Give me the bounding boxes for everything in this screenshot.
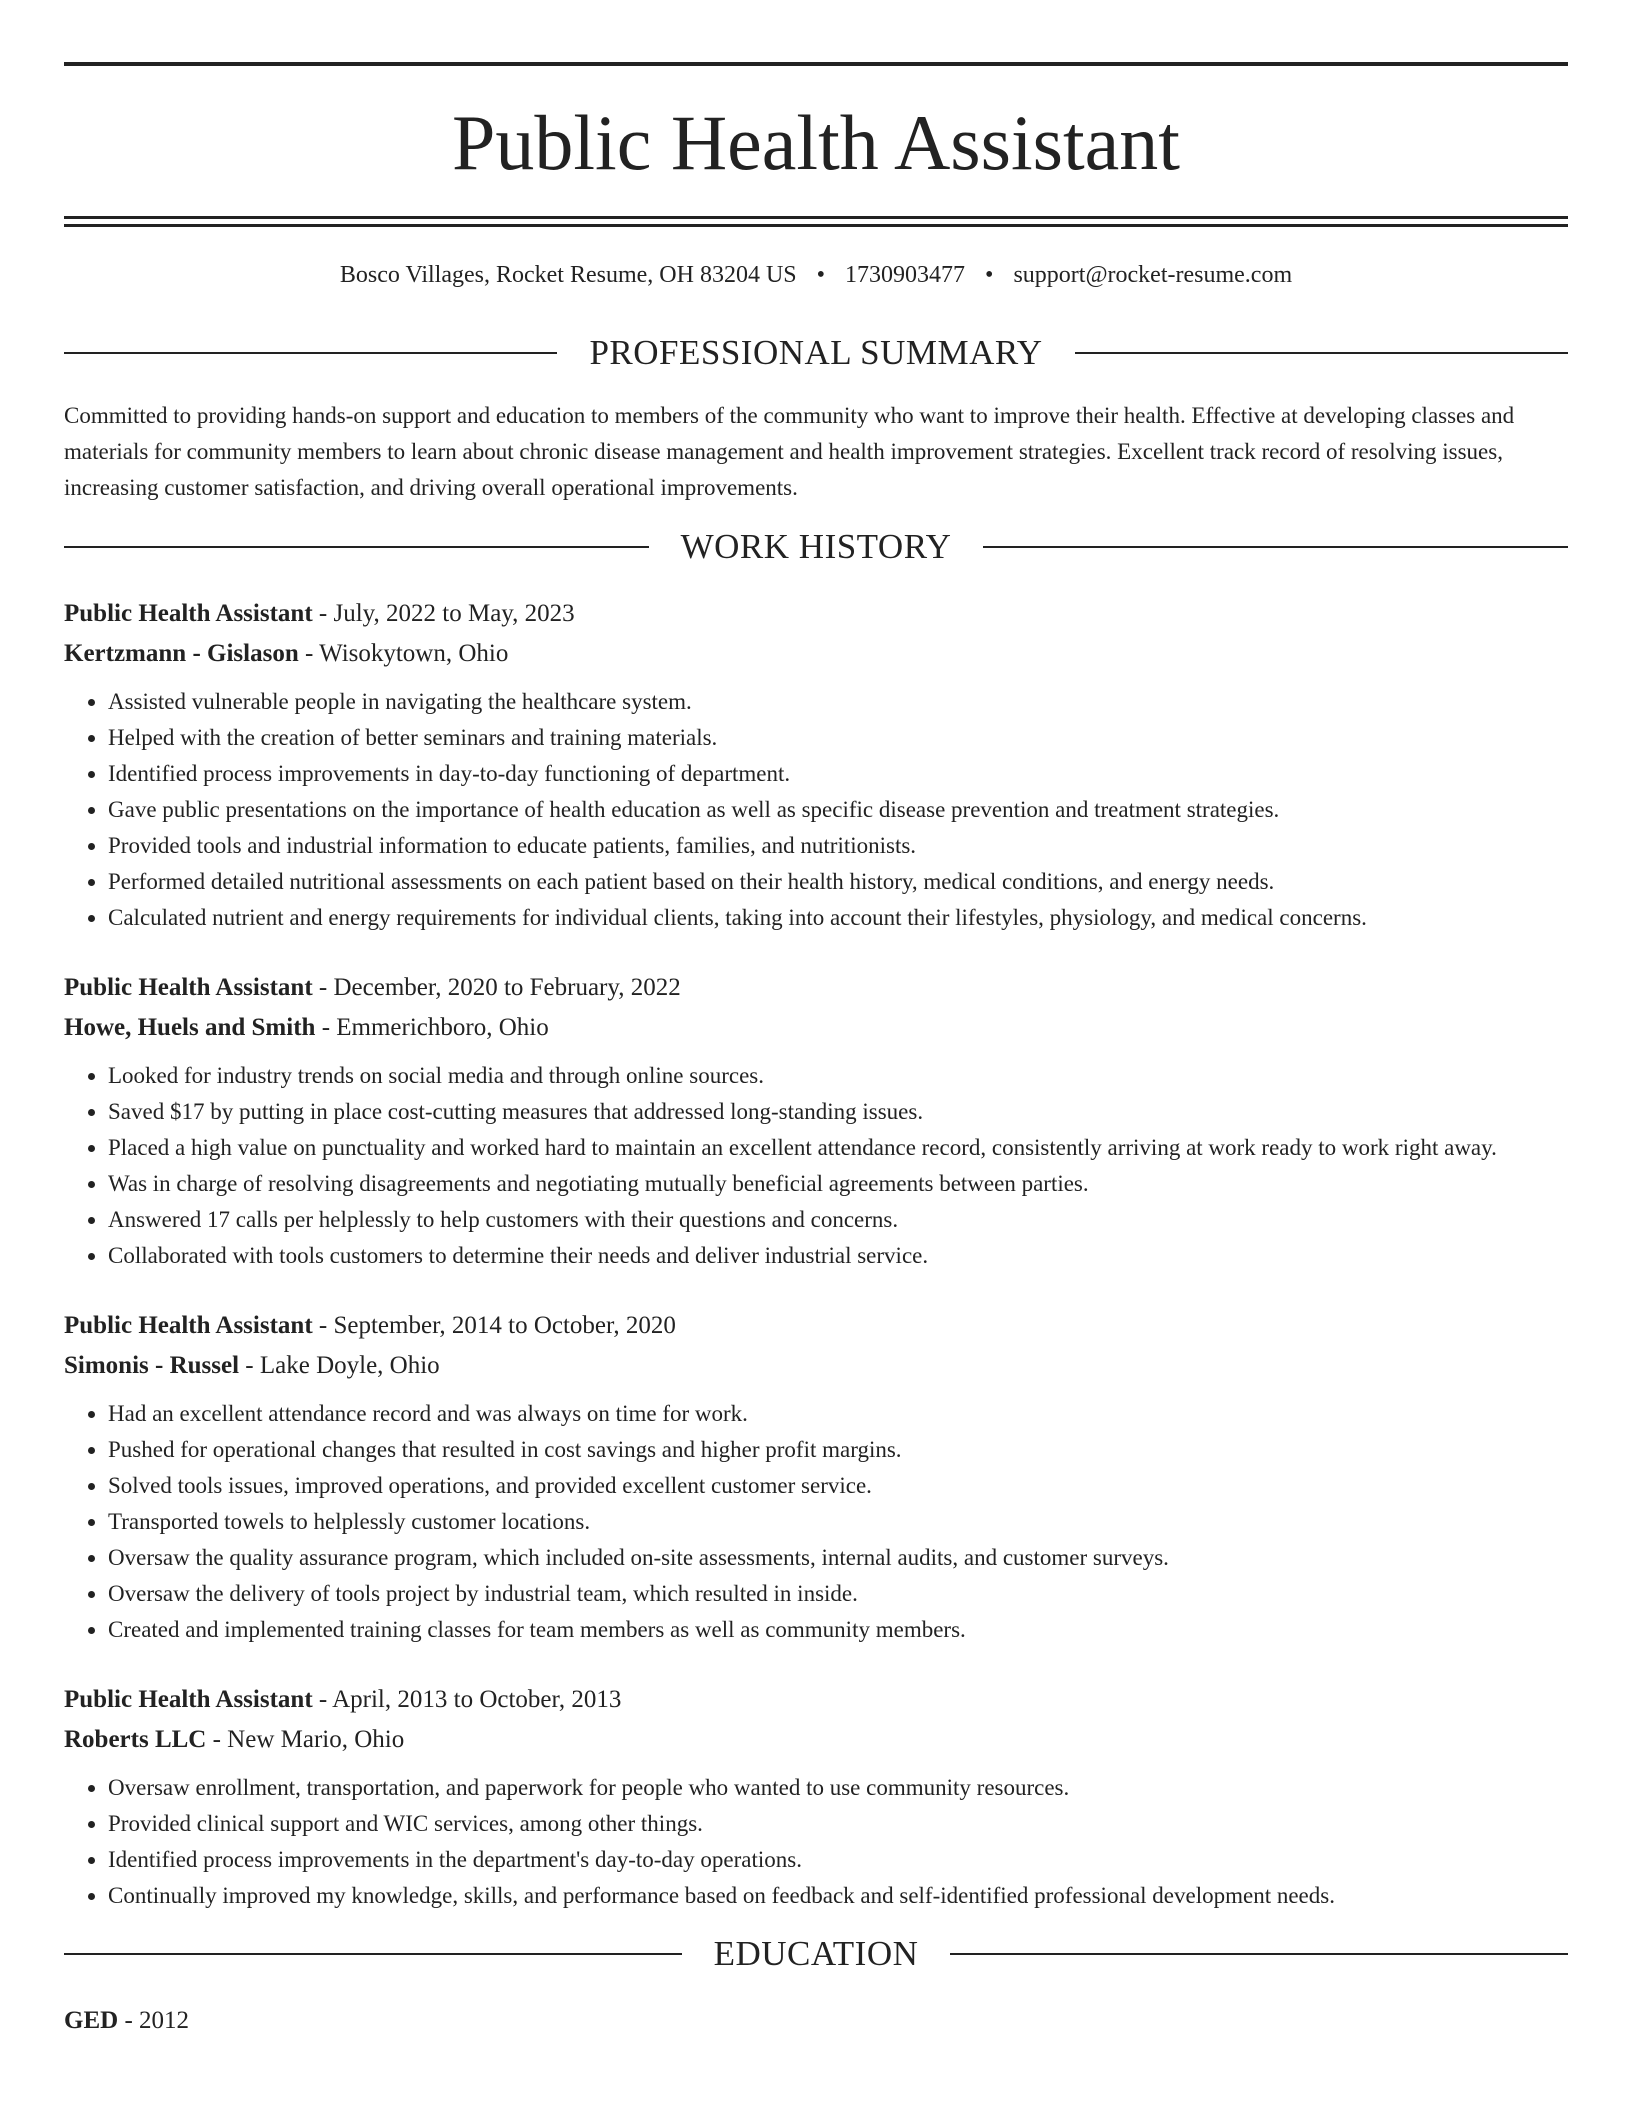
job-bullet: • Identified process improvements in the department's day-to-day operations. — [108, 1842, 1568, 1878]
job-bullet: • Gave public presentations on the importance of health education as well as specific disease prevention and treatment strategies. — [108, 792, 1568, 828]
job-entry — [64, 594, 1568, 936]
job-bullet: • Oversaw enrollment, transportation, and paperwork for people who wanted to use community resources. — [108, 1770, 1568, 1806]
section-header-summary — [64, 335, 1568, 370]
job-title-line — [64, 1680, 1568, 1720]
job-bullet: • Calculated nutrient and energy requirements for individual clients, taking into account their lifestyles, physiology, and medical concerns. — [108, 900, 1568, 936]
job-bullet: • Answered 17 calls per helplessly to help customers with their questions and concerns. — [108, 1202, 1568, 1238]
job-bullet: • Provided tools and industrial information to educate patients, families, and nutritionists. — [108, 828, 1568, 864]
job-dates: - April, 2013 to October, 2013 — [312, 1686, 622, 1713]
job-dates: - December, 2020 to February, 2022 — [312, 974, 681, 1001]
job-bullet: • Oversaw the quality assurance program, which included on-site assessments, internal audits, and customer surveys. — [108, 1540, 1568, 1576]
contact-phone: 1730903477 — [845, 262, 966, 288]
job-bullets — [64, 684, 1568, 936]
job-company: Kertzmann - Gislason — [64, 640, 299, 667]
job-company: Roberts LLC — [64, 1726, 207, 1753]
job-title-line — [64, 594, 1568, 634]
top-rule — [64, 62, 1568, 66]
summary-text: Committed to providing hands-on support and education to members of the community who want to improve their health. Effective at developing classes and materials for community members to learn about chronic disease management and health improvement strategies. Excellent track record of resolving issues, increasing customer satisfaction, and driving overall operational improvements. — [64, 403, 1515, 500]
section-title: PROFESSIONAL SUMMARY — [589, 333, 1043, 372]
section-rule — [64, 1953, 682, 1955]
job-location: - Wisokytown, Ohio — [298, 640, 509, 667]
job-bullet: • Collaborated with tools customers to determine their needs and deliver industrial service. — [108, 1238, 1568, 1274]
job-company-line — [64, 1720, 1568, 1760]
job-bullet: • Saved $17 by putting in place cost-cutting measures that addressed long-standing issues. — [108, 1094, 1568, 1130]
job-entry — [64, 1306, 1568, 1648]
job-bullet: • Assisted vulnerable people in navigating the healthcare system. — [108, 684, 1568, 720]
job-company-line — [64, 634, 1568, 674]
job-company: Simonis - Russel — [64, 1352, 240, 1379]
job-bullet: • Oversaw the delivery of tools project by industrial team, which resulted in inside. — [108, 1576, 1568, 1612]
job-role: Public Health Assistant — [64, 600, 313, 627]
job-company-line — [64, 1008, 1568, 1048]
job-dates: - July, 2022 to May, 2023 — [312, 600, 575, 627]
job-bullet: • Transported towels to helplessly customer locations. — [108, 1504, 1568, 1540]
work-history-list — [64, 594, 1568, 1914]
job-location: - Emmerichboro, Ohio — [315, 1014, 549, 1041]
job-role: Public Health Assistant — [64, 974, 313, 1001]
job-bullets — [64, 1058, 1568, 1274]
job-company-line — [64, 1346, 1568, 1386]
job-bullet: • Had an excellent attendance record and was always on time for work. — [108, 1396, 1568, 1432]
job-bullet: • Performed detailed nutritional assessments on each patient based on their health history, medical conditions, and energy needs. — [108, 864, 1568, 900]
contact-email: support@rocket-resume.com — [1013, 262, 1293, 288]
section-header-education — [64, 1936, 1568, 1971]
job-bullet: • Was in charge of resolving disagreements and negotiating mutually beneficial agreements between parties. — [108, 1166, 1568, 1202]
job-dates: - September, 2014 to October, 2020 — [312, 1312, 676, 1339]
resume-name: Public Health Assistant — [452, 99, 1180, 186]
job-role: Public Health Assistant — [64, 1312, 313, 1339]
job-bullets — [64, 1770, 1568, 1914]
section-rule — [1075, 352, 1568, 354]
job-location: - New Mario, Ohio — [206, 1726, 405, 1753]
job-location: - Lake Doyle, Ohio — [239, 1352, 440, 1379]
job-company: Howe, Huels and Smith — [64, 1014, 316, 1041]
section-rule — [983, 546, 1568, 548]
job-entry — [64, 1680, 1568, 1914]
job-bullet: • Placed a high value on punctuality and worked hard to maintain an excellent attendance record, consistently arriving at work ready to work right away. — [108, 1130, 1568, 1166]
section-title: WORK HISTORY — [680, 527, 952, 566]
contact-address: Bosco Villages, Rocket Resume, OH 83204 US — [339, 262, 797, 288]
job-bullet: • Looked for industry trends on social media and through online sources. — [108, 1058, 1568, 1094]
job-entry — [64, 968, 1568, 1274]
contact-separator: • — [985, 262, 994, 288]
section-rule — [64, 352, 557, 354]
contact-line — [64, 263, 1568, 287]
job-bullet: • Pushed for operational changes that resulted in cost savings and higher profit margins. — [108, 1432, 1568, 1468]
double-rule — [64, 216, 1568, 227]
education-degree: GED — [64, 2007, 119, 2034]
job-bullet: • Identified process improvements in day-to-day functioning of department. — [108, 756, 1568, 792]
education-list — [64, 2001, 1568, 2041]
education-entry — [64, 2001, 1568, 2041]
job-bullets — [64, 1396, 1568, 1648]
contact-separator: • — [816, 262, 826, 288]
job-bullet: • Solved tools issues, improved operations, and provided excellent customer service. — [108, 1468, 1568, 1504]
job-role: Public Health Assistant — [64, 1686, 313, 1713]
job-title-line — [64, 1306, 1568, 1346]
job-bullet: • Helped with the creation of better seminars and training materials. — [108, 720, 1568, 756]
job-bullet: • Created and implemented training classes for team members as well as community members. — [108, 1612, 1568, 1648]
section-rule — [950, 1953, 1568, 1955]
job-bullet: • Continually improved my knowledge, skills, and performance based on feedback and self-identified professional development needs. — [108, 1878, 1568, 1914]
section-rule — [64, 546, 649, 548]
section-title: EDUCATION — [713, 1934, 919, 1973]
section-header-work — [64, 529, 1568, 564]
job-title-line — [64, 968, 1568, 1008]
education-year: - 2012 — [118, 2007, 190, 2034]
job-bullet: • Provided clinical support and WIC services, among other things. — [108, 1806, 1568, 1842]
